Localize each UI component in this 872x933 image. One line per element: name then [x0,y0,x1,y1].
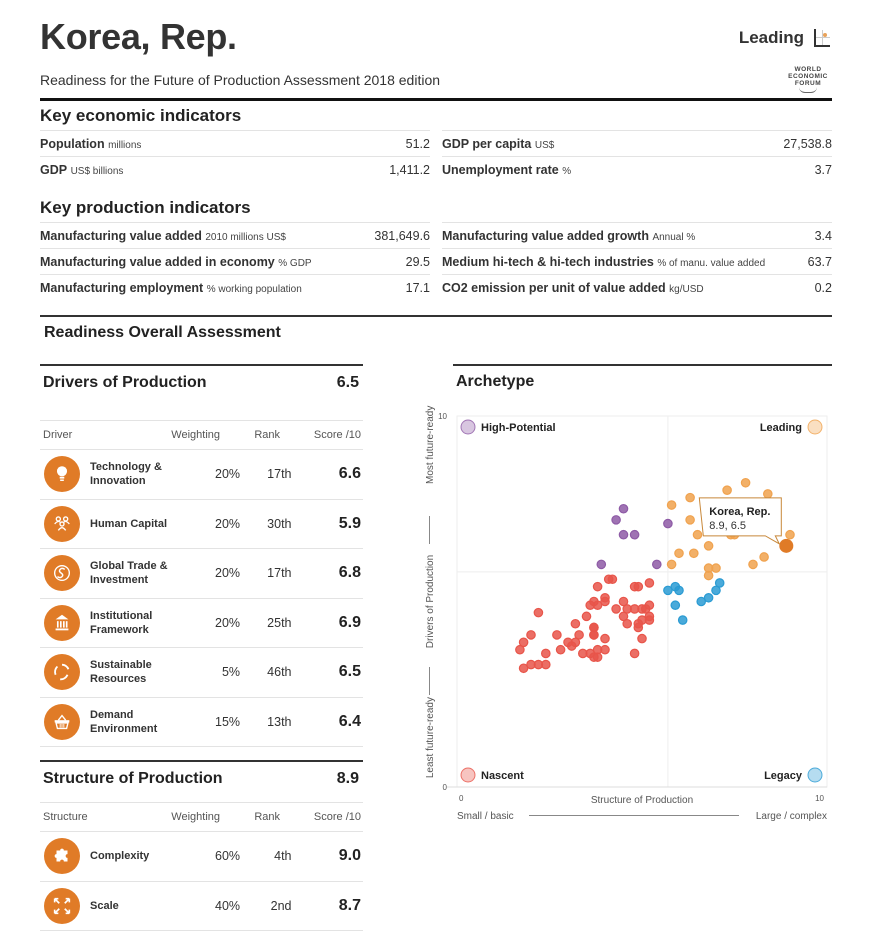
data-point-nascent [630,649,638,657]
indicator-unit: % working population [206,283,302,295]
data-point-nascent [516,646,524,654]
indicator-value: 17.1 [405,280,430,295]
drivers-score: 6.5 [336,374,359,391]
data-point-legacy [704,594,712,602]
data-point-high-potential [619,505,627,513]
indicator-unit: % GDP [278,257,312,269]
row-name: Demand Environment [90,708,158,735]
indicator-name: GDP [40,162,68,177]
table-row [40,698,363,748]
data-point-high-potential [612,516,620,524]
indicator-row [442,222,832,248]
country-title: Korea, Rep. [40,16,237,57]
logo-line: ECONOMIC [788,73,828,80]
basket-icon [44,704,80,740]
data-point-leading [690,549,698,557]
row-name: Global Trade & Investment [90,560,168,587]
indicator-unit: US$ [534,139,555,151]
quadrant-marker-legacy [808,768,822,782]
indicator-value: 27,538.8 [783,136,832,151]
structure-header [40,762,363,802]
lightbulb-icon [44,456,80,492]
row-score: 6.9 [338,613,361,631]
indicator-name: Medium hi-tech & hi-tech industries [442,254,654,269]
row-name: Sustainable Resources [90,659,152,686]
indicator-value: 381,649.6 [374,228,430,243]
data-point-leading [693,531,701,539]
indicator-unit: 2010 millions US$ [205,231,286,243]
data-point-nascent [638,634,646,642]
table-row [40,549,363,599]
row-score: 6.8 [338,564,361,582]
row-rank: 4th [274,849,292,864]
data-point-nascent [534,608,542,616]
quadrant-label: Nascent [481,770,524,782]
data-point-nascent [593,582,601,590]
data-point-nascent [623,620,631,628]
row-rank: 25th [267,615,292,630]
data-point-legacy [675,586,683,594]
data-point-leading [786,531,794,539]
row-name: Technology & Innovation [90,461,162,488]
data-point-nascent [645,579,653,587]
row-weighting: 40% [215,898,241,913]
plot-area [457,416,827,787]
data-point-leading [675,549,683,557]
data-point-nascent [601,597,609,605]
indicator-value: 3.4 [814,228,832,243]
production-right-column [442,222,832,300]
x-range-low-label: Small / basic [457,811,514,822]
data-point-leading [667,501,675,509]
row-weighting: 5% [221,665,241,680]
row-rank: 13th [267,714,292,729]
row-score: 8.7 [338,896,361,914]
quadrant-marker-high-potential [461,420,475,434]
row-name-cell [40,704,180,740]
indicator-value: 0.2 [814,280,832,295]
row-name: Institutional Framework [90,609,153,636]
drivers-table-header [40,420,363,450]
data-point-nascent [634,623,642,631]
data-point-nascent [556,646,564,654]
section-divider [40,315,832,317]
indicator-row [40,130,430,156]
recycle-icon [44,654,80,690]
data-point-nascent [527,631,535,639]
table-row [40,832,363,882]
row-rank: 2nd [270,898,292,913]
data-point-leading [667,560,675,568]
row-score: 5.9 [338,514,361,532]
data-point-nascent [608,575,616,583]
data-point-nascent [590,631,598,639]
data-point-nascent [601,634,609,642]
row-name-cell [40,654,180,690]
row-rank: 17th [267,467,292,482]
col-driver: Driver [43,429,73,441]
y-tick-label: 0 [442,783,447,792]
data-point-nascent [542,649,550,657]
report-subtitle: Readiness for the Future of Production Assessment 2018 edition [40,72,441,88]
data-point-nascent [634,582,642,590]
row-name-cell [40,605,180,641]
row-name-cell [40,506,180,542]
indicator-name: Manufacturing value added growth [442,228,649,243]
production-left-column [40,222,430,300]
indicator-value: 51.2 [405,136,430,151]
row-name-cell [40,838,180,874]
indicator-row [442,130,832,156]
archetype-badge [739,28,830,48]
row-weighting: 20% [215,615,241,630]
archetype-label: Leading [738,28,804,47]
indicator-name: Population [40,136,105,151]
header-divider [40,98,832,101]
x-tick-label: 0 [459,794,464,803]
col-weighting: Weighting [171,429,220,441]
indicator-row [40,222,430,248]
row-name: Human Capital [90,517,168,530]
row-name-cell [40,456,180,492]
logo-line: WORLD [794,66,822,73]
table-row [40,500,363,550]
structure-table-header [40,802,363,832]
data-point-legacy [716,579,724,587]
data-point-nascent [553,631,561,639]
indicator-value: 3.7 [814,162,832,177]
row-rank: 46th [267,665,292,680]
data-point-nascent [582,612,590,620]
table-row [40,648,363,698]
row-score: 6.6 [338,465,361,483]
drivers-panel [40,364,363,747]
expand-arrows-icon [44,888,80,924]
col-weighting: Weighting [171,811,220,823]
indicator-unit: % [562,165,572,177]
quadrant-label: High-Potential [481,422,556,434]
indicator-name: Manufacturing value added in economy [40,254,275,269]
col-score: Score /10 [313,811,361,823]
data-point-high-potential [653,560,661,568]
quadrant-chart-icon [812,29,830,47]
table-row [40,450,363,500]
quadrant-label: Legacy [764,770,802,782]
y-range-low-label: Least future-ready [425,697,436,779]
data-point-leading [686,493,694,501]
data-point-leading [704,542,712,550]
x-axis-title: Structure of Production [590,795,694,806]
data-point-nascent [571,638,579,646]
col-score: Score /10 [313,429,361,441]
archetype-title: Archetype [456,373,535,390]
data-point-high-potential [597,560,605,568]
structure-title: Structure of Production [43,770,223,787]
data-point-leading [686,516,694,524]
indicator-row [442,274,832,300]
indicator-unit: US$ billions [70,165,124,177]
indicator-value: 29.5 [405,254,430,269]
row-weighting: 20% [215,467,241,482]
data-point-leading [749,560,757,568]
row-weighting: 60% [215,849,241,864]
indicator-unit: millions [108,139,142,151]
readiness-title: Readiness Overall Assessment [44,324,281,341]
indicator-value: 1,411.2 [389,162,430,177]
data-point-nascent [571,620,579,628]
row-weighting: 20% [215,566,241,581]
data-point-legacy [671,601,679,609]
data-point-nascent [590,653,598,661]
tooltip-value: 8.9, 6.5 [709,519,747,532]
production-indicators-title: Key production indicators [40,198,251,217]
row-name: Complexity [90,850,150,863]
archetype-divider [453,364,832,366]
x-tick-label: 10 [815,794,824,803]
data-point-nascent [612,605,620,613]
data-point-leading [723,486,731,494]
data-point-leading [741,479,749,487]
economic-left-column [40,130,430,182]
col-rank: Rank [254,429,280,441]
indicator-unit: Annual % [652,231,696,243]
puzzle-icon [44,838,80,874]
row-name: Scale [90,899,119,912]
institution-building-icon [44,605,80,641]
indicator-value: 63.7 [807,254,832,269]
indicator-unit: kg/USD [669,283,704,295]
economic-indicators-title: Key economic indicators [40,106,242,125]
y-tick-label: 10 [438,412,447,421]
row-score: 6.5 [338,663,361,681]
indicator-unit: % of manu. value added [657,257,766,269]
quadrant-marker-nascent [461,768,475,782]
indicator-row [40,248,430,274]
indicator-name: Unemployment rate [442,162,559,177]
wef-logo [784,66,832,93]
structure-score: 8.9 [336,770,359,787]
logo-line: FORUM [794,80,822,87]
indicator-row [442,248,832,274]
quadrant-marker-leading [808,420,822,434]
drivers-title: Drivers of Production [43,374,207,391]
data-point-leading [760,553,768,561]
trade-exchange-icon [44,555,80,591]
table-row [40,599,363,649]
data-point-high-potential [619,531,627,539]
data-point-legacy [679,616,687,624]
indicator-name: Manufacturing employment [40,280,204,295]
quadrant-label: Leading [759,422,802,434]
people-icon [44,506,80,542]
indicator-name: CO2 emission per unit of value added [442,280,666,295]
y-axis-title: Drivers of Production [425,554,436,649]
row-weighting: 15% [215,714,241,729]
row-score: 6.4 [338,712,361,730]
indicator-row [442,156,832,182]
col-structure: Structure [43,811,88,823]
indicator-row [40,274,430,300]
data-point-nascent [542,660,550,668]
data-point-leading [704,571,712,579]
row-name-cell [40,555,180,591]
indicator-name: Manufacturing value added [40,228,202,243]
data-point-leading [764,490,772,498]
data-point-nascent [645,616,653,624]
indicator-name: GDP per capita [442,136,532,151]
data-point-high-potential [664,519,672,527]
tooltip-title: Korea, Rep. [709,505,771,518]
drivers-header [40,366,363,420]
row-rank: 30th [267,516,292,531]
x-range-high-label: Large / complex [755,811,827,822]
structure-panel [40,760,363,931]
col-rank: Rank [254,811,280,823]
row-score: 9.0 [338,847,361,865]
indicator-row [40,156,430,182]
row-rank: 17th [267,566,292,581]
row-weighting: 20% [215,516,241,531]
y-range-high-label: Most future-ready [425,405,436,484]
table-row [40,882,363,932]
highlight-point [779,539,793,553]
archetype-scatter-chart [415,405,845,825]
economic-right-column [442,130,832,182]
row-name-cell [40,888,180,924]
data-point-high-potential [630,531,638,539]
